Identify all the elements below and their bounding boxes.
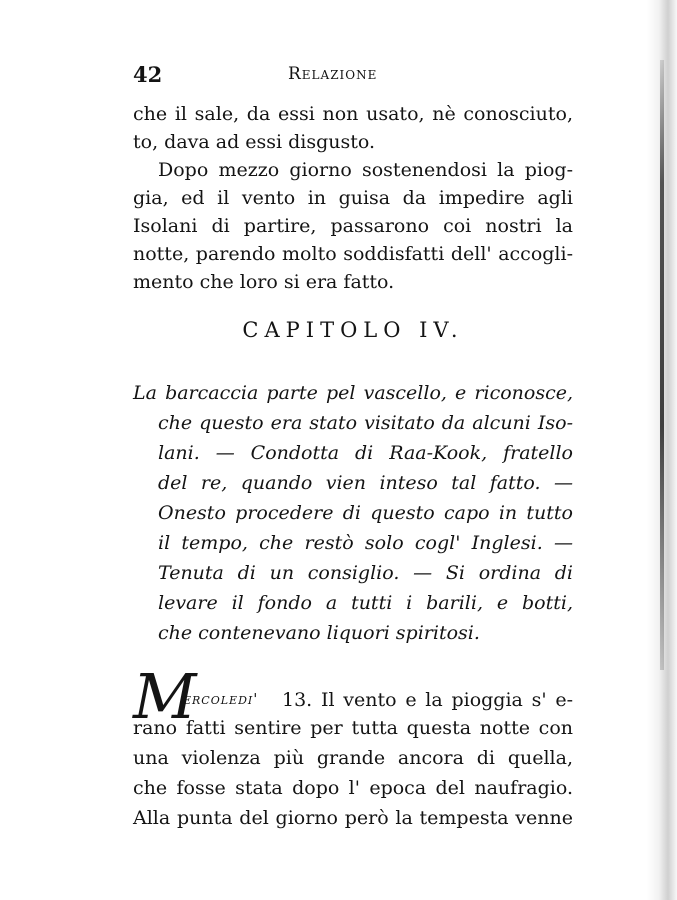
summary-line: che questo era stato visitato da alcuni Iso- (158, 412, 573, 434)
text-line: gia, ed il vento in guisa da impedire agli (133, 187, 573, 209)
page-number: 42 (133, 62, 163, 87)
text-line: Dopo mezzo giorno sostenendosi la piog- (158, 159, 573, 181)
chapter-heading: CAPITOLO IV. (242, 318, 464, 342)
text-line: mento che loro si era fatto. (133, 271, 395, 293)
summary-line: Tenuta di un consiglio. — Si ordina di (158, 562, 573, 584)
text-line: rano fatti sentire per tutta questa notte con (133, 717, 573, 739)
text-line: to, dava ad essi disgusto. (133, 131, 376, 153)
text-line: Isolani di partire, passarono coi nostri la (133, 215, 573, 237)
summary-line: La barcaccia parte pel vascello, e riconosce, (133, 382, 573, 404)
page-header (133, 62, 573, 92)
summary-line: lani. — Condotta di Raa-Kook, fratello (158, 442, 573, 464)
binding-edge (660, 60, 664, 670)
summary-line: che contenevano liquori spiritosi. (158, 622, 480, 644)
summary-line: il tempo, che restò solo cogl' Inglesi. — (158, 532, 573, 554)
text-line: che il sale, da essi non usato, nè conosciuto, (133, 103, 573, 125)
summary-line: levare il fondo a tutti i barili, e botti, (158, 592, 573, 614)
first-word: ercoledi' (183, 690, 259, 708)
text-line: 13. Il vento e la pioggia s' e- (282, 689, 573, 711)
text-line: una violenza più grande ancora di quella, (133, 747, 573, 769)
text-line: notte, parendo molto soddisfatti dell' accogli- (133, 243, 573, 265)
summary-line: del re, quando vien inteso tal fatto. — (158, 472, 573, 494)
text-line: che fosse stata dopo l' epoca del naufragio. (133, 777, 573, 799)
summary-line: Onesto procedere di questo capo in tutto (158, 502, 573, 524)
drop-cap: M (133, 660, 197, 733)
running-title: Relazione (288, 64, 378, 84)
text-line: Alla punta del giorno però la tempesta venne (133, 807, 573, 829)
